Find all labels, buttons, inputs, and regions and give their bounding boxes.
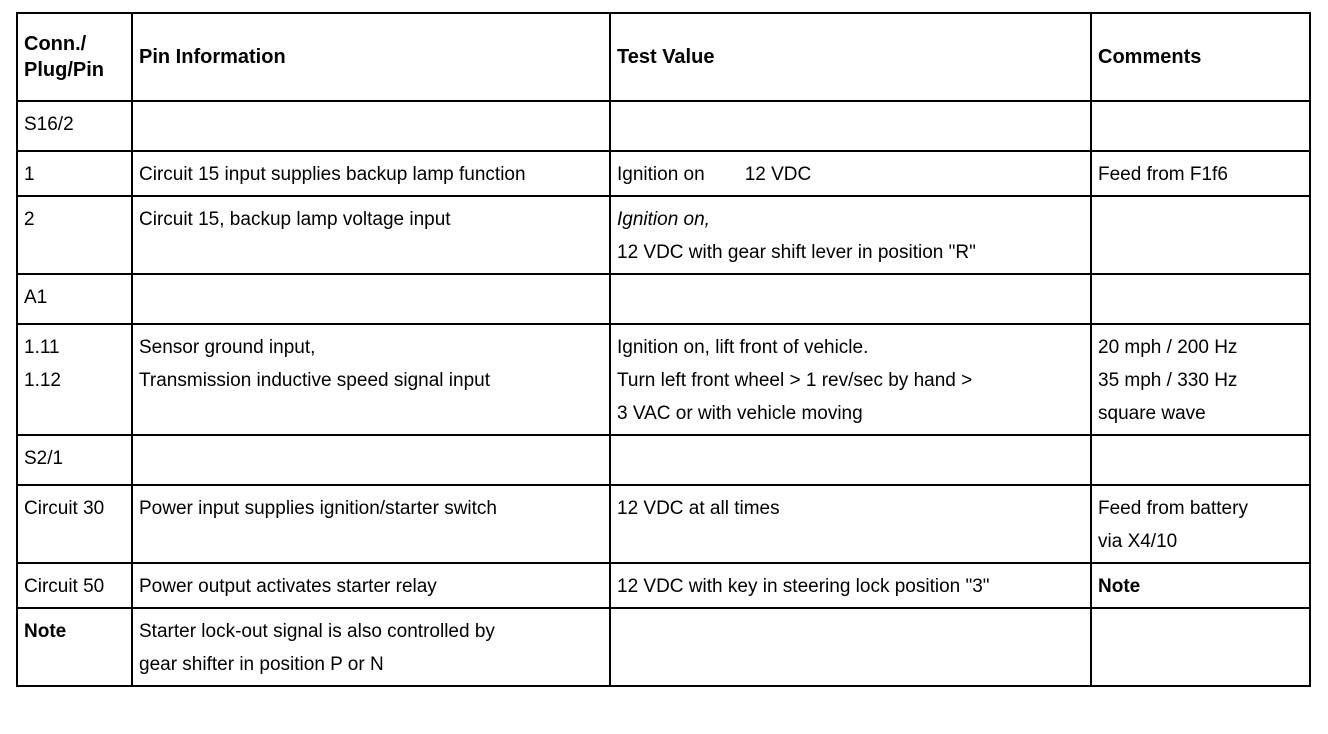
cell-pin-info [132, 101, 610, 151]
table-row-circuit-30 [17, 485, 1310, 563]
cell-comment [1091, 435, 1310, 485]
cell-test-value: Ignition on, 12 VDC with gear shift lever in position "R" [610, 196, 1091, 274]
header-comments: Comments [1091, 13, 1310, 101]
table-row-group-s16-2 [17, 101, 1310, 151]
cell-test-value: Ignition on, lift front of vehicle. Turn left front wheel > 1 rev/sec by hand > 3 VAC or with vehicle moving [610, 324, 1091, 435]
table-row-pin-1-11-1-12 [17, 324, 1310, 435]
cell-comment [1091, 101, 1310, 151]
cell-conn: S2/1 [17, 435, 132, 485]
cell-conn: Circuit 50 [17, 563, 132, 608]
table-row-group-a1 [17, 274, 1310, 324]
cell-pin-info: Circuit 15 input supplies backup lamp function [132, 151, 610, 196]
cell-test-value [610, 274, 1091, 324]
header-conn-plug-pin: Conn./ Plug/Pin [17, 13, 132, 101]
table-header-row [17, 13, 1310, 101]
cell-test-value [610, 435, 1091, 485]
header-test-value: Test Value [610, 13, 1091, 101]
table-row-note [17, 608, 1310, 686]
cell-conn: A1 [17, 274, 132, 324]
cell-conn-note: Note [17, 608, 132, 686]
pin-table-container [16, 12, 1309, 687]
cell-comment: Feed from battery via X4/10 [1091, 485, 1310, 563]
cell-conn: S16/2 [17, 101, 132, 151]
cell-comment [1091, 274, 1310, 324]
cell-pin-info: Starter lock-out signal is also controlled by gear shifter in position P or N [132, 608, 610, 686]
cell-pin-info [132, 274, 610, 324]
cell-comment-note: Note [1091, 563, 1310, 608]
cell-comment: 20 mph / 200 Hz 35 mph / 330 Hz square wave [1091, 324, 1310, 435]
table-row-pin-1 [17, 151, 1310, 196]
cell-conn: 1 [17, 151, 132, 196]
test-condition: Ignition on [617, 164, 705, 185]
cell-test-value [610, 101, 1091, 151]
cell-test-value: 12 VDC at all times [610, 485, 1091, 563]
cell-pin-info: Power input supplies ignition/starter switch [132, 485, 610, 563]
pin-test-table [16, 12, 1311, 687]
cell-test-value [610, 151, 1091, 196]
table-row-circuit-50 [17, 563, 1310, 608]
cell-test-value [610, 608, 1091, 686]
table-row-group-s2-1 [17, 435, 1310, 485]
cell-comment [1091, 608, 1310, 686]
cell-test-value: 12 VDC with key in steering lock position "3" [610, 563, 1091, 608]
cell-conn: Circuit 30 [17, 485, 132, 563]
header-pin-information: Pin Information [132, 13, 610, 101]
test-voltage: 12 VDC [744, 164, 812, 185]
cell-comment: Feed from F1f6 [1091, 151, 1310, 196]
cell-pin-info: Sensor ground input, Transmission inductive speed signal input [132, 324, 610, 435]
cell-pin-info: Power output activates starter relay [132, 563, 610, 608]
table-row-pin-2 [17, 196, 1310, 274]
cell-comment [1091, 196, 1310, 274]
cell-conn: 2 [17, 196, 132, 274]
cell-pin-info [132, 435, 610, 485]
cell-conn: 1.11 1.12 [17, 324, 132, 435]
cell-pin-info: Circuit 15, backup lamp voltage input [132, 196, 610, 274]
